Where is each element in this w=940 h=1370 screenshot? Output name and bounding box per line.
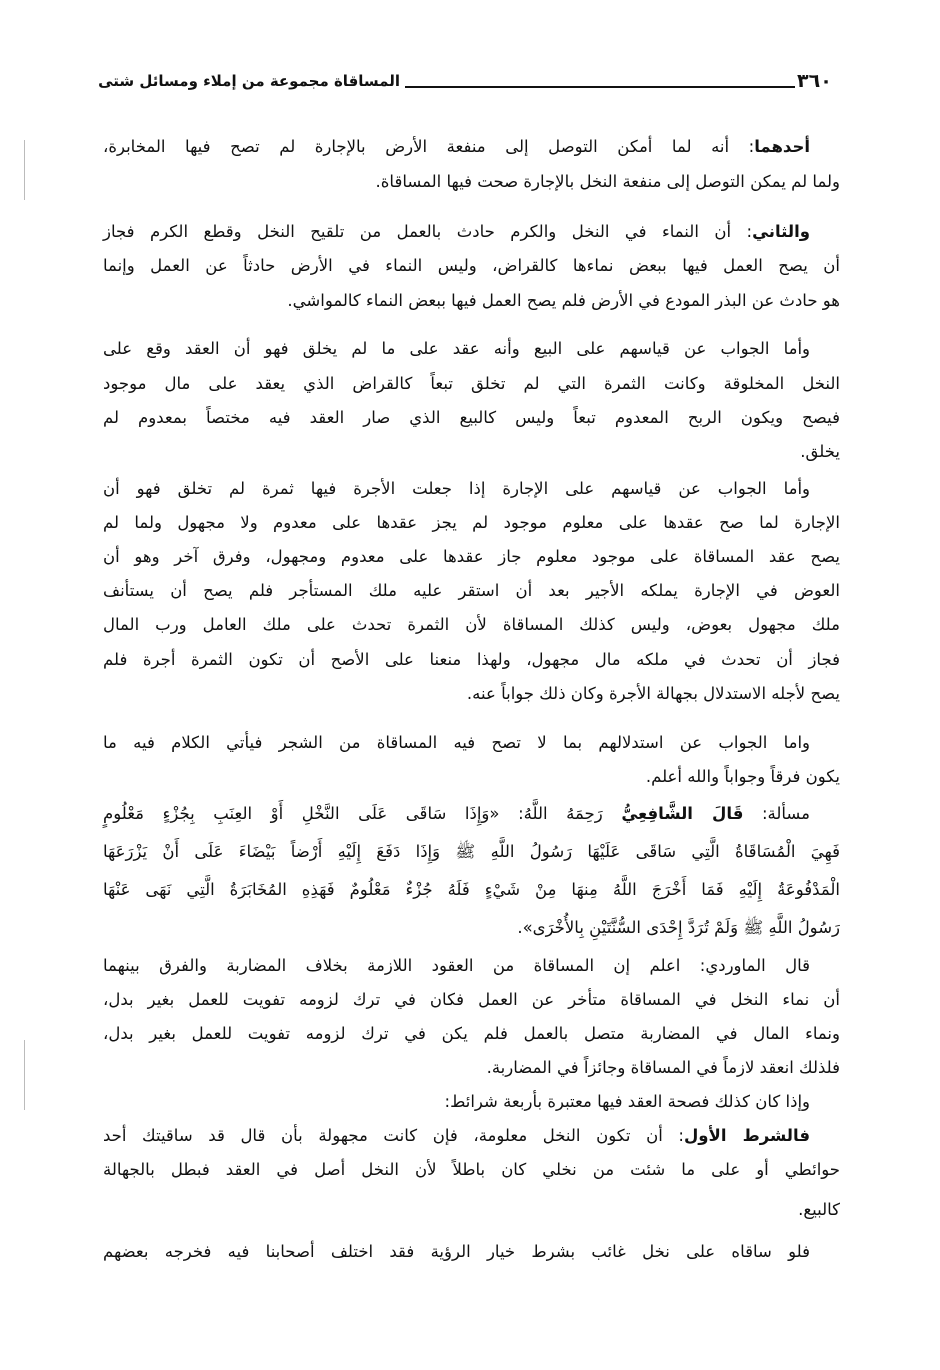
text-line — [103, 507, 840, 539]
text-line — [103, 1086, 840, 1118]
line-text: رَسُولُ اللَّهِ ﷺ وَلَمْ تُرَدَّ إِحْدَى السُّنَّتَيْنِ بِالأُخْرَى». — [517, 918, 840, 937]
text-line — [103, 874, 840, 906]
text-line — [103, 950, 840, 982]
line-text: فلو ساقاه على نخل غائب بشرط خيار الرؤية فقد اختلف أصحابنا فيه فخرجه بعضهم — [103, 1242, 810, 1261]
line-text: فجاز أن تحدث في ملكه مال مجهول، ولهذا منعنا على الأصح أن تكون الثمرة أجرة فلم — [103, 650, 840, 669]
bold-term: فالشرط الأول — [683, 1126, 811, 1145]
text-line — [103, 166, 840, 198]
line-text: يصح لأجله الاستدلال بجهالة الأجرة وكان ذلك جواباً عنه. — [466, 684, 840, 703]
text-line — [103, 575, 840, 607]
line-text: قال الماوردي: اعلم إن المساقاة من العقود اللازمة بخلاف المضاربة والفرق بينهما — [103, 956, 810, 975]
text-line — [103, 541, 840, 573]
text-line — [103, 1018, 840, 1050]
line-text: : أن تكون النخل معلومة، فإن كانت مجهولة بأن قال قد ساقيتك أحد — [103, 1126, 684, 1145]
page-number: ٣٦٠ — [797, 70, 832, 92]
text-line — [103, 473, 840, 505]
header-rule — [405, 86, 795, 88]
line-text: الْمَدْفُوعَةُ إِلَيْهِ فَمَا أَخْرَجَ اللَّهُ مِنهَا مِنْ شَيْءٍ فَلَهُ جُزْءٌ مَعْلُومٌ فَهَذِهِ المُخَابَرَةُ الَّتِي نَهَى عَنْهَا — [103, 880, 840, 899]
line-text: يكون فرقاً وجواباً والله أعلم. — [645, 767, 840, 786]
line-text: كالبيع. — [798, 1200, 840, 1219]
running-title: المساقاة مجموعة من إملاء ومسائل شتى — [98, 72, 400, 90]
line-text: فَهِيَ الْمُسَاقَاةُ الَّتِي سَاقَى عَلَيْهَا رَسُولُ اللَّهِ ﷺ وَإِذَا دَفَعَ إِلَيْهِ أَرْضاً بَيْضَاءَ عَلَى أَنْ يَزْرَعَهَا — [103, 842, 840, 861]
line-text: فلذلك انعقد لازماً في المساقاة وجائزاً في المضاربة. — [486, 1058, 840, 1077]
text-line — [103, 216, 840, 248]
text-line — [103, 1194, 840, 1226]
line-text: ملك مجهول بعوض، وليس كذلك المساقاة لأن الثمرة تحدث على ملك العامل ورب المال — [103, 615, 840, 634]
text-line — [103, 1052, 840, 1084]
line-text: ولما لم يمكن التوصل إلى منفعة النخل بالإجارة صحت فيها المساقاة. — [375, 172, 840, 191]
line-text: : أن النماء في النخل والكرم حادث بالعمل من تلقيح النخل وقطع الكرم فجاز — [103, 222, 753, 241]
text-line — [103, 644, 840, 676]
line-text: وأما الجواب عن قياسهم على الإجارة إذا جعلت الأجرة فيها ثمرة لم تخلق فهو أن — [103, 479, 810, 498]
text-line — [103, 131, 840, 163]
bold-term: قَالَ الشَّافِعِيُّ — [621, 804, 744, 823]
line-text: حوائطي أو على ما شئت من نخلي كان باطلاً لأن النخل أصل في العقد فبطل بالجهالة — [103, 1160, 840, 1179]
line-text: واما الجواب عن استدلالهم بما لا تصح فيه المساقاة من الشجر فيأتي الكلام فيه ما — [103, 733, 810, 752]
text-line — [103, 250, 840, 282]
text-line — [103, 1120, 840, 1152]
text-line — [103, 333, 840, 365]
line-text: أن نماء النخل في المساقاة متأخر عن العمل فكان في ترك لزومه تفويت للعمل بغير بدل، — [103, 990, 840, 1009]
line-text: وإذا كان كذلك فصحة العقد فيها معتبرة بأربعة شرائط: — [444, 1092, 810, 1111]
text-line — [103, 761, 840, 793]
line-text: : أنه لما أمكن التوصل إلى منفعة الأرض بالإجارة لم تصح فيها المخابرة، — [103, 137, 755, 156]
text-line — [103, 984, 840, 1016]
bold-term: والثاني — [752, 222, 810, 241]
text-line — [103, 836, 840, 868]
line-text: العوض في الإجارة يملكه الأجير بعد أن استقر عليه ملك المستأجر فلم يصح أن يستأنف — [103, 581, 840, 600]
text-line — [103, 1236, 840, 1268]
line-text: يخلق. — [800, 442, 840, 461]
line-text: وأما الجواب عن قياسهم على البيع وأنه عقد على ما لم يخلق فهو أن العقد وقع على — [103, 339, 810, 358]
text-line — [103, 402, 840, 434]
text-line — [103, 368, 840, 400]
text-line — [103, 609, 840, 641]
text-line — [103, 727, 840, 759]
line-text: ونماء المال في المضاربة متصل بالعمل فلم يكن في ترك لزومه تفويت للعمل بغير بدل، — [103, 1024, 840, 1043]
line-text: الإجارة لما صح عقدها على معلوم موجود لم يجز عقدها على معدوم ولا مجهول ولما لم — [103, 513, 840, 532]
bold-term: أحدهما — [754, 137, 810, 156]
text-line — [103, 912, 840, 944]
line-text: النخل المخلوقة وكانت الثمرة التي لم تخلق تبعاً كالقراض الذي يعقد على مال موجود — [103, 374, 840, 393]
line-text: أن يصح العمل فيها ببعض نماءها كالقراض، وليس النماء في الأرض حادثاً عن العمل وإنما — [103, 256, 840, 275]
line-text: هو حادث عن البذر المودع في الأرض فلم يصح العمل فيها ببعض النماء كالمواشي. — [287, 291, 840, 310]
text-line — [103, 285, 840, 317]
line-text: فيصح ويكون الربح المعدوم تبعاً وليس كالبيع الذي صار العقد فيه مختصاً بمعدوم لم — [103, 408, 840, 427]
line-text: رَحِمَهُ اللَّهُ: «وَإِذَا سَاقَى عَلَى النَّخْلِ أَوْ العِنَبِ بِجُزْءٍ مَعْلُومٍ — [103, 804, 622, 823]
scan-artifact — [24, 140, 25, 200]
text-line — [103, 436, 840, 468]
text-line — [103, 678, 840, 710]
scan-artifact — [24, 1040, 25, 1110]
line-text: يصح عقد المساقاة على موجود معلوم جاز عقدها على معدوم ومجهول، وفرق آخر وهو أن — [103, 547, 840, 566]
text-line — [103, 1154, 840, 1186]
line-text: مسألة: — [743, 804, 810, 823]
text-line — [103, 798, 840, 830]
